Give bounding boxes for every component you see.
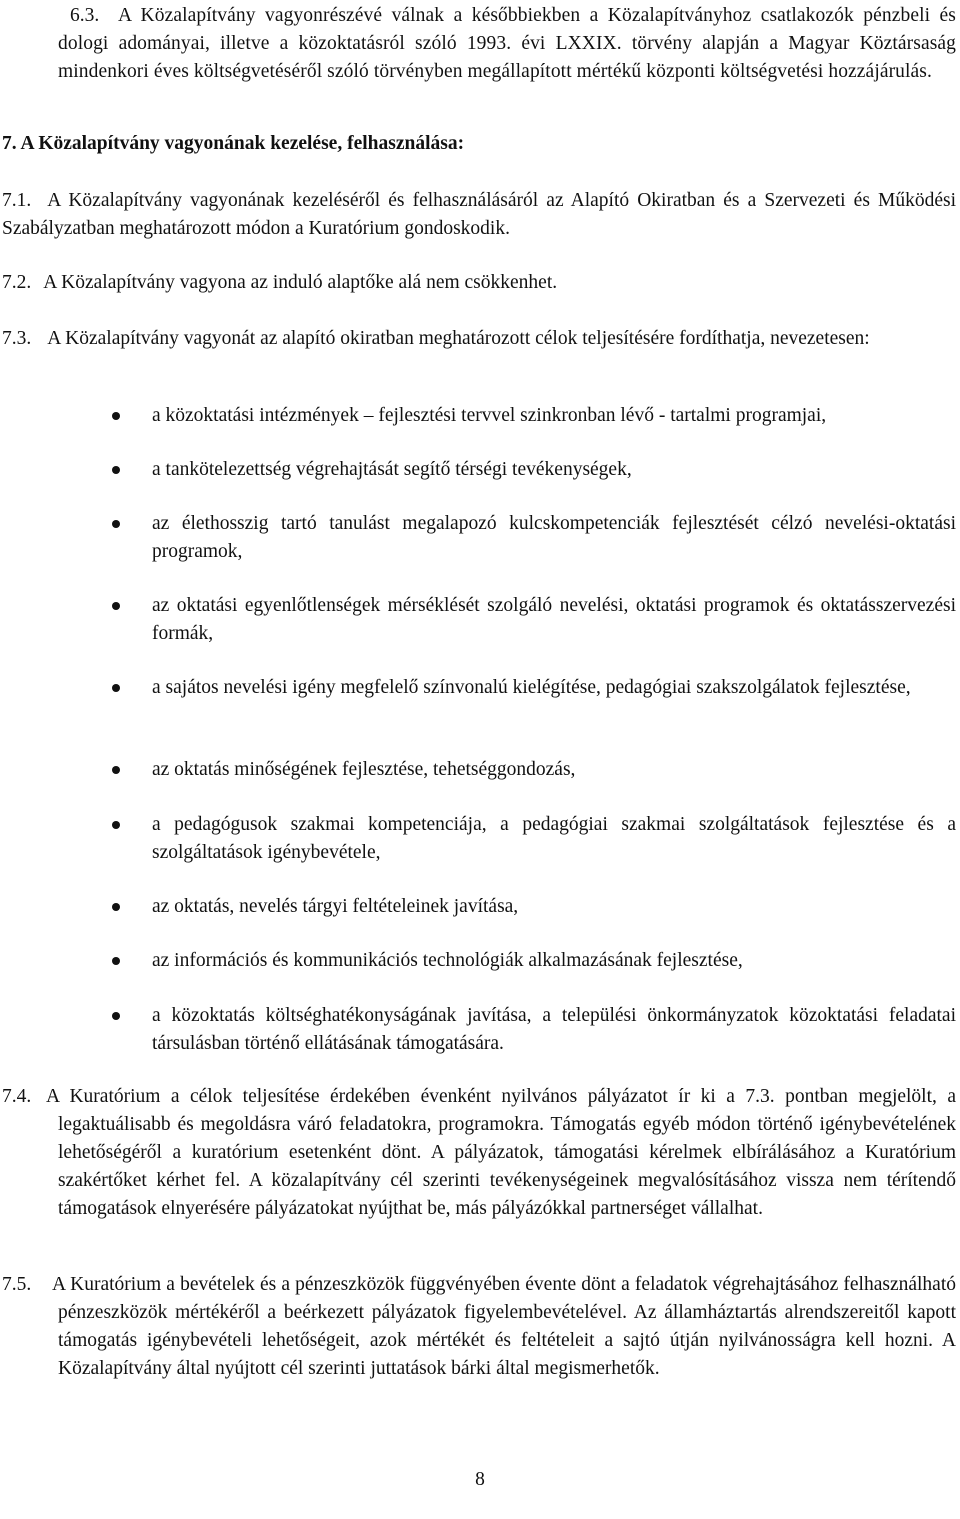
paragraph-text: A Közalapítvány vagyonát az alapító okiratban meghatározott célok teljesítésére fordíthatja, nevezetesen: (47, 328, 870, 349)
list-item: az élethosszig tartó tanulást megalapozó kulcskompetenciák fejlesztését célzó nevelési-oktatási programok, (152, 513, 956, 562)
list-item: a tankötelezettség végrehajtását segítő térségi tevékenységek, (152, 459, 632, 480)
heading-number: 7. (2, 133, 17, 154)
list-item: az oktatási egyenlőtlenségek mérséklését szolgáló nevelési, oktatási programok és oktatásszervezési formák, (152, 595, 956, 644)
paragraph-number: 7.5. (2, 1274, 32, 1295)
page-number: 8 (475, 1469, 485, 1490)
list-item: az oktatás, nevelés tárgyi feltételeinek javítása, (152, 896, 519, 917)
paragraph-7-3 (2, 325, 956, 353)
list-item: a közoktatás költséghatékonyságának javítása, a települési önkormányzatok közoktatási feladatai társulásban történő ellátásának támogatására. (152, 1005, 956, 1054)
paragraph-text: A Közalapítvány vagyona az induló alaptőke alá nem csökkenhet. (43, 272, 558, 293)
paragraph-number: 6.3. (70, 5, 100, 26)
bullet-dot-icon (112, 957, 120, 965)
list-item: a sajátos nevelési igény megfelelő színvonalú kielégítése, pedagógiai szakszolgálatok fejlesztése, (152, 677, 911, 698)
paragraph-number: 7.3. (2, 328, 32, 349)
paragraph-text: A Közalapítvány vagyonrészévé válnak a későbbiekben a Közalapítványhoz csatlakozók pénzbeli és dologi adományai, illetve a közoktatásról szóló 1993. évi LXXIX. törvény alapján a Magyar Köztársaság mindenkori éves költségvetéséről szóló törvényben megállapított mértékű központi költségvetési hozzájárulás. (58, 5, 956, 82)
paragraph-text: A Kuratórium a bevételek és a pénzeszközök függvényében évente dönt a feladatok végrehajtásához felhasználható pénzeszközök mértékéről a beérkezett pályázatok figyelembevételével. Az államháztartás alrendszereitől kapott támogatás igénybevételi lehetőségeit, azok mértékét és feltételeit a sajtó útján nyilvánosságra kell hozni. A Közalapítvány által nyújtott cél szerinti juttatások bárki által megismerhetők. (52, 1274, 956, 1379)
paragraph-body (2, 187, 956, 243)
bullet-dot-icon (112, 1012, 120, 1020)
paragraph-7-2 (2, 269, 960, 297)
list-item: az információs és kommunikációs technológiák alkalmazásának fejlesztése, (152, 950, 743, 971)
bullet-dot-icon (112, 684, 120, 692)
paragraph-number: 7.1. (2, 190, 32, 211)
bullet-dot-icon (112, 602, 120, 610)
list-item: a közoktatási intézmények – fejlesztési tervvel szinkronban lévő - tartalmi programjai, (152, 405, 827, 426)
paragraph-text: A Kuratórium a célok teljesítése érdekében évenként nyilvános pályázatot ír ki a 7.3. pontban megjelölt, a legaktuálisabb és megoldásra váró feladatokra, programokra. Támogatás egyéb módon történő igénybevételének lehetőségéről a kuratórium esetenként dönt. A pályázatok, támogatási kérelmek elbírálásához a Kuratórium szakértőket kérhet fel. A közalapítvány cél szerinti tevékenységeinek megvalósításához vissza nem térítendő támogatások elnyerésére pályázatokat nyújthat be, más pályázókkal partnerséget vállalhat. (46, 1086, 956, 1219)
paragraph-7-4 (2, 1083, 956, 1223)
paragraph-7-5 (2, 1271, 956, 1383)
heading-text: A Közalapítvány vagyonának kezelése, felhasználása: (20, 133, 465, 154)
section-heading-7 (2, 130, 960, 158)
paragraph-6-3 (58, 0, 956, 86)
paragraph-number: 7.2. (2, 272, 32, 293)
paragraph-text: A Közalapítvány vagyonának kezeléséről és felhasználásáról az Alapító Okiratban és a Szervezeti és Működési Szabályzatban meghatározott módon a Kuratórium gondoskodik. (2, 190, 956, 239)
list-item: az oktatás minőségének fejlesztése, tehetséggondozás, (152, 759, 576, 780)
bullet-dot-icon (112, 412, 120, 420)
paragraph-7-1 (2, 187, 956, 243)
list-item: a pedagógusok szakmai kompetenciája, a pedagógiai szakmai szolgáltatások fejlesztése és a szolgáltatások igénybevétele, (152, 814, 956, 863)
bullet-dot-icon (112, 821, 120, 829)
bullet-dot-icon (112, 766, 120, 774)
bullet-dot-icon (112, 520, 120, 528)
bullet-dot-icon (112, 903, 120, 911)
paragraph-body (2, 325, 956, 353)
bullet-dot-icon (112, 466, 120, 474)
paragraph-number: 7.4. (2, 1086, 32, 1107)
